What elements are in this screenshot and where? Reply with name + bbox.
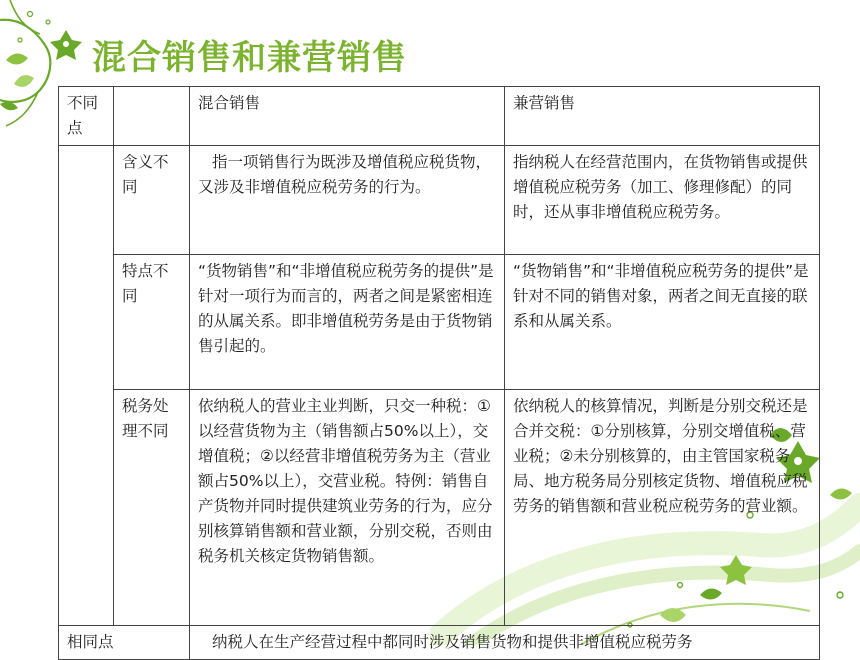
page-title: 混合销售和兼营销售 (92, 38, 407, 78)
row-label: 税务处理不同 (114, 390, 190, 626)
row-label: 含义不同 (114, 146, 190, 255)
table-header-row (59, 87, 820, 146)
header-mixed-sales: 混合销售 (190, 87, 505, 146)
table-row (59, 390, 820, 626)
merged-label-cell (59, 146, 114, 626)
row-cell-concurrent: 依纳税人的核算情况，判断是分别交税还是合并交税：①分别核算，分别交增值税、营业税；②未分别核算的，由主管国家税务局、地方税务局分别核定货物、增值税应税劳务的销售额和营业税应税劳务的营业额。 (505, 390, 820, 626)
row-cell-concurrent: 指纳税人在经营范围内，在货物销售或提供增值税应税劳务（加工、修理修配）的同时，还从事非增值税应税劳务。 (505, 146, 820, 255)
row-label: 特点不同 (114, 255, 190, 390)
same-label: 相同点 (59, 626, 190, 660)
row-cell-mixed: “货物销售”和“非增值税应税劳务的提供”是针对一项行为而言的，两者之间是紧密相连的从属关系。即非增值税劳务是由于货物销售引起的。 (190, 255, 505, 390)
empty-header-cell (114, 87, 190, 146)
comparison-table (58, 86, 820, 660)
row-cell-mixed: 指一项销售行为既涉及增值税应税货物，又涉及非增值税应税劳务的行为。 (190, 146, 505, 255)
table-row (59, 146, 820, 255)
table-row (59, 255, 820, 390)
table-row-same (59, 626, 820, 660)
corner-cell: 不同点 (59, 87, 114, 146)
same-text: 纳税人在生产经营过程中都同时涉及销售货物和提供非增值税应税劳务 (190, 626, 820, 660)
row-cell-concurrent: “货物销售”和“非增值税应税劳务的提供”是针对不同的销售对象，两者之间无直接的联系和从属关系。 (505, 255, 820, 390)
row-cell-mixed: 依纳税人的营业主业判断，只交一种税：①以经营货物为主（销售额占50%以上），交增值税；②以经营非增值税劳务为主（营业额占50%以上），交营业税。特例：销售自产货物并同时提供建筑业劳务的行为，应分别核算销售额和营业额，分别交税，否则由税务机关核定货物销售额。 (190, 390, 505, 626)
header-concurrent-sales: 兼营销售 (505, 87, 820, 146)
